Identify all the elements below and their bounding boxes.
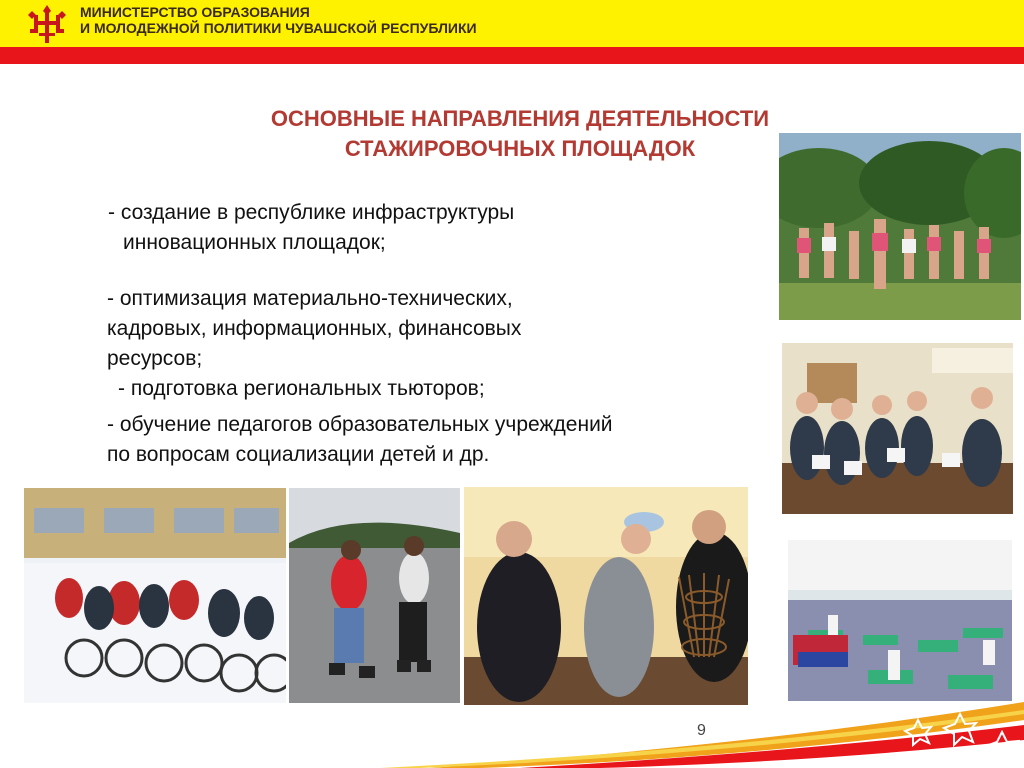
org-line-1: МИНИСТЕРСТВО ОБРАЗОВАНИЯ xyxy=(80,4,310,20)
item-3-line-1: - подготовка региональных тьюторов; xyxy=(118,377,485,400)
header-stripe xyxy=(0,47,1024,64)
item-2-line-3: ресурсов; xyxy=(107,347,203,370)
planting-class-photo xyxy=(782,343,1013,514)
item-4-line-1: - обучение педагогов образовательных учреждений xyxy=(107,413,613,436)
star-ornament-icon xyxy=(903,718,933,748)
item-1-line-1: - создание в республике инфраструктуры xyxy=(108,201,515,224)
rollerblading-photo xyxy=(289,488,460,703)
gym-children-photo xyxy=(788,540,1012,701)
organization-name xyxy=(80,4,477,36)
slide-title xyxy=(200,104,840,164)
title-line-2: СТАЖИРОВОЧНЫХ ПЛОЩАДОК xyxy=(344,136,696,161)
outdoor-exercise-photo xyxy=(779,133,1021,320)
item-1-line-2: инновационных площадок; xyxy=(123,231,386,254)
item-4-line-2: по вопросам социализации детей и др. xyxy=(107,443,490,466)
page-number: 9 xyxy=(697,722,706,739)
item-2-line-1: - оптимизация материально-технических, xyxy=(107,287,513,310)
wicker-craft-photo xyxy=(464,487,748,705)
winter-cycling-photo xyxy=(24,488,286,703)
chuvash-emblem-icon xyxy=(26,3,68,45)
star-ornament-icon xyxy=(942,712,978,748)
footer-swoosh xyxy=(0,680,1024,768)
item-2-line-2: кадровых, информационных, финансовых xyxy=(107,317,522,340)
org-line-2: И МОЛОДЕЖНОЙ ПОЛИТИКИ ЧУВАШСКОЙ РЕСПУБЛИКИ xyxy=(80,20,477,36)
title-line-1: ОСНОВНЫЕ НАПРАВЛЕНИЯ ДЕЯТЕЛЬНОСТИ xyxy=(270,106,770,131)
star-ornament-icon xyxy=(984,730,1020,766)
